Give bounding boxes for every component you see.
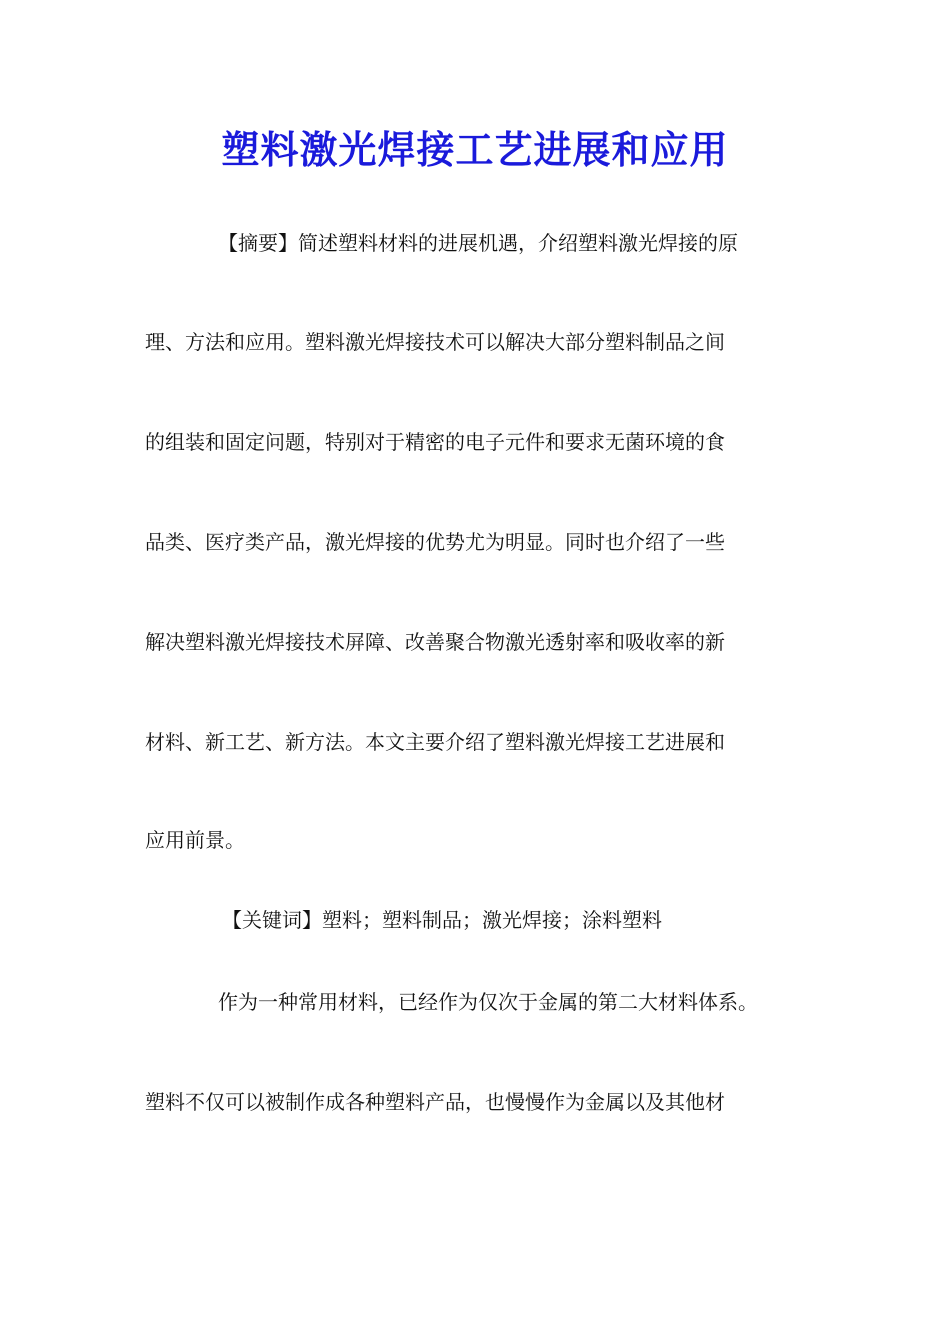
document-title: 塑料激光焊接工艺进展和应用 [221,127,729,172]
body-line: 塑料不仅可以被制作成各种塑料产品，也慢慢作为金属以及其他材 [145,1090,725,1114]
abstract-line: 理、方法和应用。塑料激光焊接技术可以解决大部分塑料制品之间 [145,330,725,354]
body-line: 作为一种常用材料，已经作为仅次于金属的第二大材料体系。 [218,990,758,1014]
abstract-line: 【摘要】简述塑料材料的进展机遇，介绍塑料激光焊接的原 [218,231,738,255]
keywords-line: 【关键词】塑料；塑料制品；激光焊接；涂料塑料 [222,908,662,932]
abstract-line: 应用前景。 [145,828,245,852]
abstract-line: 材料、新工艺、新方法。本文主要介绍了塑料激光焊接工艺进展和 [145,730,725,754]
abstract-line: 的组装和固定问题，特别对于精密的电子元件和要求无菌环境的食 [145,430,725,454]
abstract-line: 解决塑料激光焊接技术屏障、改善聚合物激光透射率和吸收率的新 [145,630,725,654]
abstract-line: 品类、医疗类产品，激光焊接的优势尤为明显。同时也介绍了一些 [145,530,725,554]
